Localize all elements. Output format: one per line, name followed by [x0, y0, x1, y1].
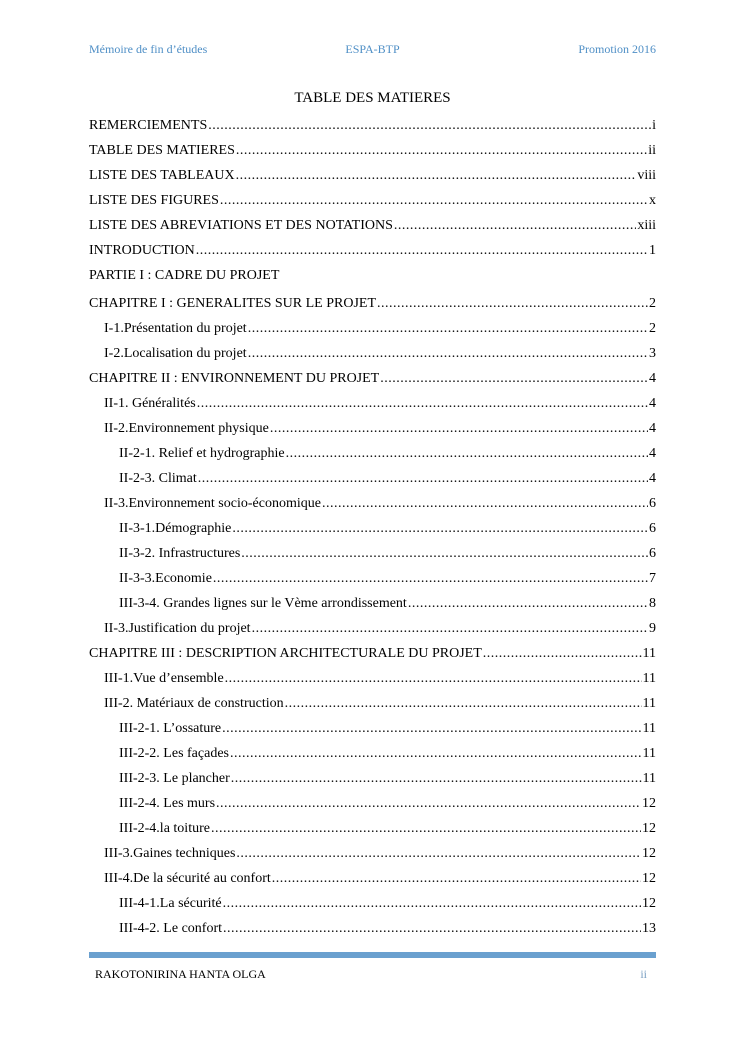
toc-dot-leader: [285, 696, 642, 712]
toc-entry[interactable]: [89, 841, 656, 866]
toc-entry[interactable]: [89, 491, 656, 516]
toc-entry-page: 11: [642, 670, 656, 686]
toc-dot-leader: [483, 646, 642, 662]
header-right: Promotion 2016: [578, 42, 656, 56]
footer-page-number: ii: [640, 967, 647, 981]
toc-dot-leader: [270, 421, 648, 437]
table-of-contents: [89, 113, 656, 941]
toc-dot-leader: [225, 671, 642, 687]
toc-entry-page: 4: [649, 395, 656, 411]
toc-dot-leader: [223, 896, 641, 912]
toc-entry-label: III-3-4. Grandes lignes sur le Vème arrondissement: [119, 595, 407, 611]
toc-dot-leader: [252, 621, 648, 637]
toc-entry[interactable]: [89, 691, 656, 716]
page-header: [89, 42, 656, 60]
header-left: Mémoire de fin d’études: [89, 42, 208, 56]
toc-entry-label: II-3.Justification du projet: [104, 620, 251, 636]
toc-entry[interactable]: [89, 666, 656, 691]
toc-entry-page: 6: [649, 495, 656, 511]
toc-entry-page: 6: [649, 520, 656, 536]
toc-entry-label: LISTE DES FIGURES: [89, 192, 219, 208]
toc-entry[interactable]: [89, 566, 656, 591]
toc-dot-leader: [198, 471, 648, 487]
toc-entry-page: i: [652, 117, 656, 133]
toc-entry-page: 11: [642, 695, 656, 711]
toc-entry-label: II-2-1. Relief et hydrographie: [119, 445, 285, 461]
toc-entry[interactable]: [89, 138, 656, 163]
toc-entry-label: II-1. Généralités: [104, 395, 196, 411]
toc-entry-label: III-4-2. Le confort: [119, 920, 223, 936]
toc-entry-label: III-4.De la sécurité au confort: [104, 870, 271, 886]
toc-dot-leader: [230, 746, 642, 762]
toc-entry-label: III-3.Gaines techniques: [104, 845, 236, 861]
toc-entry-label: III-2-4.la toiture: [119, 820, 210, 836]
toc-entry-page: 11: [642, 645, 656, 661]
toc-entry[interactable]: [89, 263, 656, 288]
toc-entry-page: ii: [648, 142, 656, 158]
toc-dot-leader: [220, 193, 648, 209]
toc-entry[interactable]: [89, 188, 656, 213]
toc-dot-leader: [394, 218, 636, 234]
toc-entry[interactable]: [89, 213, 656, 238]
toc-entry-label: I-2.Localisation du projet: [104, 345, 247, 361]
toc-entry-label: REMERCIEMENTS: [89, 117, 208, 133]
toc-entry-page: viii: [637, 167, 656, 183]
toc-entry-page: 12: [642, 820, 656, 836]
toc-entry-label: LISTE DES ABREVIATIONS ET DES NOTATIONS: [89, 217, 393, 233]
toc-entry[interactable]: [89, 591, 656, 616]
toc-dot-leader: [231, 771, 642, 787]
toc-entry-label: III-2-4. Les murs: [119, 795, 216, 811]
toc-entry[interactable]: [89, 113, 656, 138]
toc-entry-label: II-3-2. Infrastructures: [119, 545, 241, 561]
toc-dot-leader: [380, 371, 648, 387]
toc-entry-label: TABLE DES MATIERES: [89, 142, 235, 158]
toc-entry[interactable]: [89, 741, 656, 766]
toc-entry[interactable]: [89, 516, 656, 541]
toc-dot-leader: [236, 846, 641, 862]
toc-entry-page: 13: [642, 920, 656, 936]
footer-author: RAKOTONIRINA HANTA OLGA: [95, 967, 266, 981]
toc-dot-leader: [208, 118, 651, 134]
toc-entry-label: CHAPITRE I : GENERALITES SUR LE PROJET: [89, 295, 376, 311]
toc-entry[interactable]: [89, 716, 656, 741]
toc-entry[interactable]: [89, 816, 656, 841]
toc-entry-page: 12: [642, 845, 656, 861]
toc-entry-page: x: [649, 192, 656, 208]
toc-entry-label: CHAPITRE II : ENVIRONNEMENT DU PROJET: [89, 370, 380, 386]
toc-entry[interactable]: [89, 316, 656, 341]
toc-entry[interactable]: [89, 291, 656, 316]
toc-entry-label: III-2. Matériaux de construction: [104, 695, 284, 711]
toc-entry-page: 9: [649, 620, 656, 636]
toc-dot-leader: [322, 496, 648, 512]
toc-entry-page: 7: [649, 570, 656, 586]
toc-entry[interactable]: [89, 641, 656, 666]
toc-dot-leader: [272, 871, 641, 887]
toc-entry-label: LISTE DES TABLEAUX: [89, 167, 235, 183]
toc-entry-page: 6: [649, 545, 656, 561]
toc-entry[interactable]: [89, 238, 656, 263]
toc-entry[interactable]: [89, 466, 656, 491]
toc-dot-leader: [211, 821, 641, 837]
footer-bar: [89, 952, 656, 958]
toc-entry-page: 12: [642, 870, 656, 886]
toc-entry-label: II-2-3. Climat: [119, 470, 197, 486]
toc-entry-page: 8: [649, 595, 656, 611]
toc-dot-leader: [196, 243, 648, 259]
toc-title: TABLE DES MATIERES: [294, 90, 451, 106]
toc-entry-label: II-2.Environnement physique: [104, 420, 269, 436]
toc-entry-label: III-4-1.La sécurité: [119, 895, 222, 911]
toc-dot-leader: [241, 546, 648, 562]
toc-dot-leader: [213, 571, 648, 587]
toc-entry-label: II-3.Environnement socio-économique: [104, 495, 321, 511]
toc-entry-page: 1: [649, 242, 656, 258]
toc-entry[interactable]: [89, 441, 656, 466]
toc-entry-page: 12: [642, 795, 656, 811]
toc-dot-leader: [223, 921, 641, 937]
toc-dot-leader: [222, 721, 641, 737]
toc-dot-leader: [232, 521, 648, 537]
toc-dot-leader: [377, 296, 648, 312]
toc-dot-leader: [236, 168, 637, 184]
toc-entry[interactable]: [89, 341, 656, 366]
toc-entry-label: CHAPITRE III : DESCRIPTION ARCHITECTURALE DU PROJET: [89, 645, 482, 661]
toc-entry-page: 11: [642, 745, 656, 761]
toc-entry[interactable]: [89, 791, 656, 816]
toc-entry-page: 3: [649, 345, 656, 361]
header-center: ESPA-BTP: [345, 42, 400, 56]
toc-entry-page: 4: [649, 420, 656, 436]
toc-entry-page: 12: [642, 895, 656, 911]
toc-entry-page: 11: [642, 770, 656, 786]
toc-entry[interactable]: [89, 891, 656, 916]
toc-entry[interactable]: [89, 866, 656, 891]
toc-dot-leader: [216, 796, 641, 812]
toc-entry-label: INTRODUCTION: [89, 242, 195, 258]
toc-entry-label: III-2-2. Les façades: [119, 745, 229, 761]
toc-entry[interactable]: [89, 766, 656, 791]
toc-entry-page: 4: [649, 445, 656, 461]
toc-dot-leader: [248, 321, 648, 337]
toc-entry-page: xiii: [637, 217, 656, 233]
toc-entry[interactable]: [89, 366, 656, 391]
toc-entry[interactable]: [89, 416, 656, 441]
toc-entry-label: III-1.Vue d’ensemble: [104, 670, 224, 686]
toc-dot-leader: [197, 396, 648, 412]
toc-entry-label: I-1.Présentation du projet: [104, 320, 247, 336]
toc-entry[interactable]: [89, 391, 656, 416]
toc-dot-leader: [248, 346, 648, 362]
toc-entry-page: 4: [649, 370, 656, 386]
toc-entry-page: 2: [649, 295, 656, 311]
toc-dot-leader: [286, 446, 648, 462]
toc-entry-page: 11: [642, 720, 656, 736]
toc-entry[interactable]: [89, 616, 656, 641]
toc-entry-label: PARTIE I : CADRE DU PROJET: [89, 267, 280, 283]
toc-entry-label: III-2-3. Le plancher: [119, 770, 230, 786]
toc-entry[interactable]: [89, 541, 656, 566]
toc-entry-label: II-3-1.Démographie: [119, 520, 232, 536]
toc-dot-leader: [408, 596, 648, 612]
toc-entry-page: 4: [649, 470, 656, 486]
toc-entry-label: III-2-1. L’ossature: [119, 720, 222, 736]
toc-entry-label: II-3-3.Economie: [119, 570, 212, 586]
toc-entry-page: 2: [649, 320, 656, 336]
toc-entry[interactable]: [89, 916, 656, 941]
toc-dot-leader: [236, 143, 647, 159]
toc-entry[interactable]: [89, 163, 656, 188]
